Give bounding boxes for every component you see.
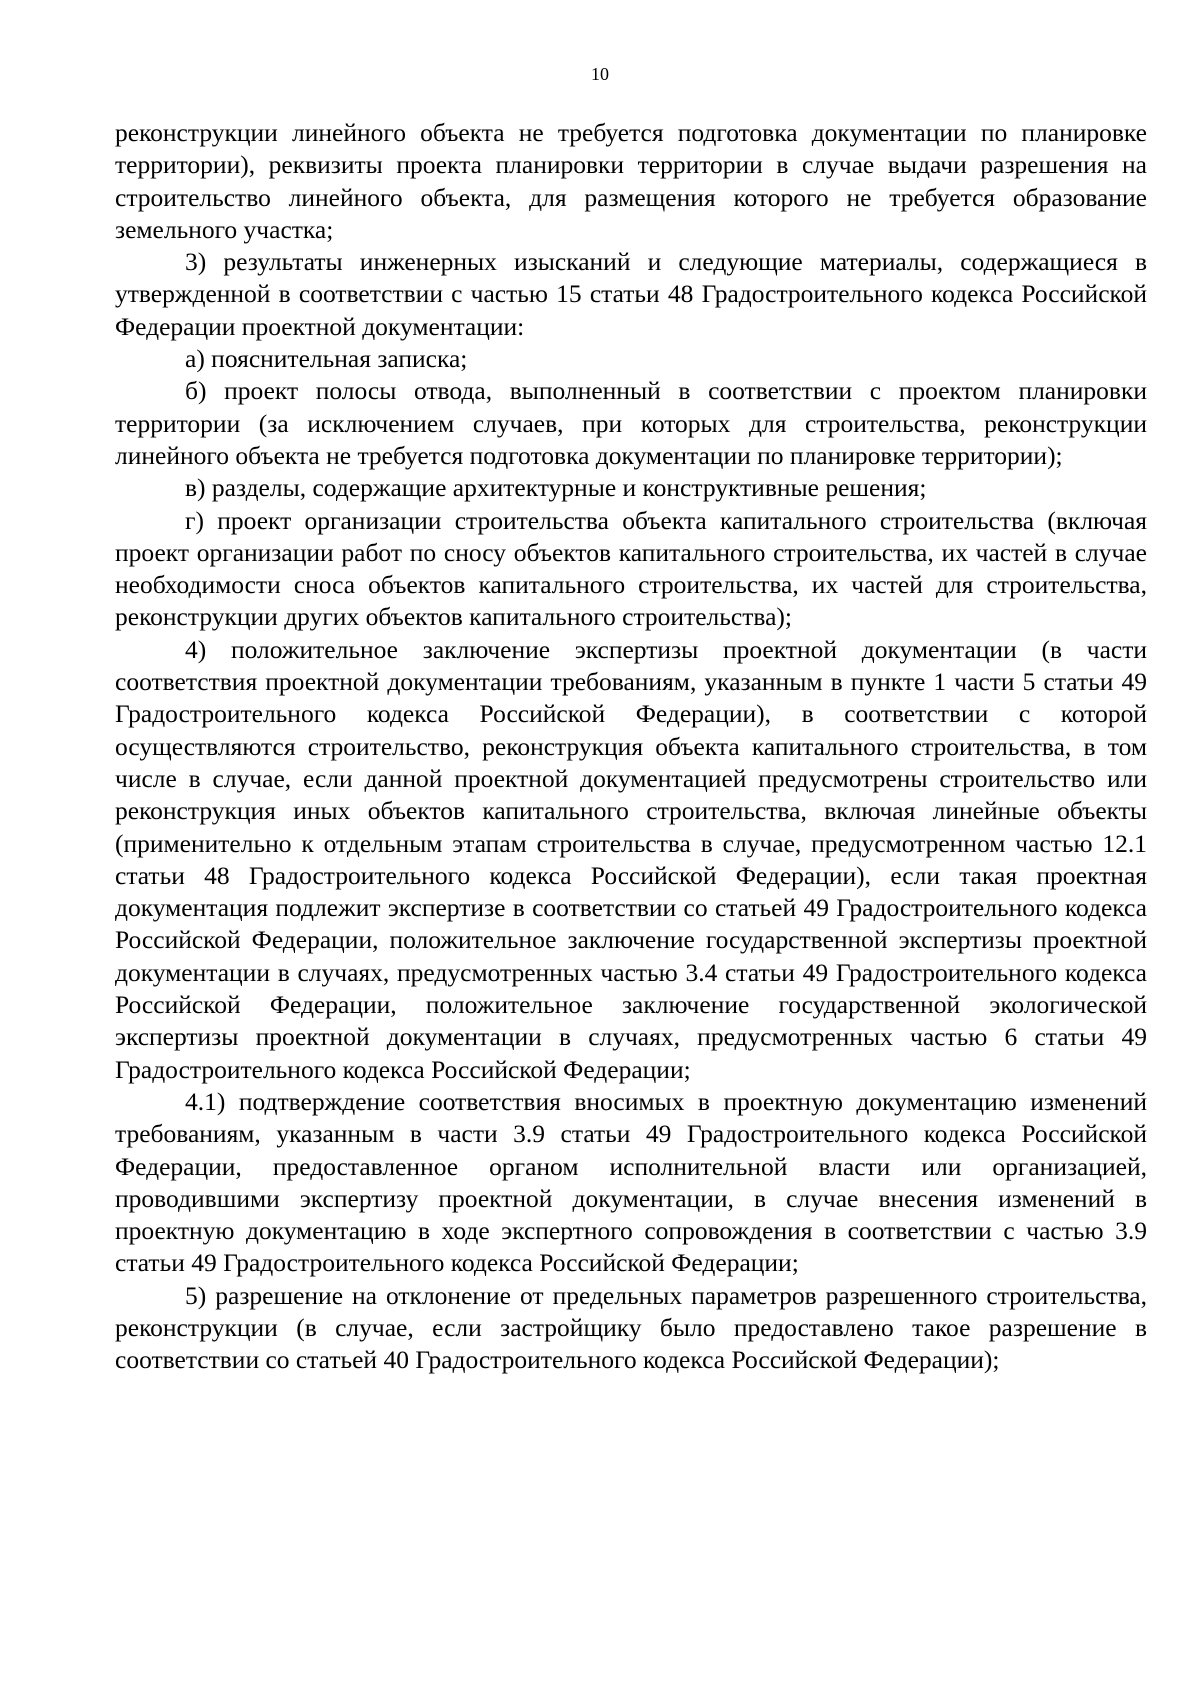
paragraph-item-4: 4) положительное заключение экспертизы проектной документации (в части соответствия проектной документации требованиям, указанным в пункте 1 части 5 статьи 49 Градостроительного кодекса Российской Федерации), в соответствии с которой осуществляются строительство, реконструкция объекта капитального строительства, в том числе в случае, если данной проектной документацией предусмотрены строительство или реконструкция иных объектов капитального строительства, включая линейные объекты (применительно к отдельным этапам строительства в случае, предусмотренном частью 12.1 статьи 48 Градостроительного кодекса Российской Федерации), если такая проектная документация подлежит экспертизе в соответствии со статьей 49 Градостроительного кодекса Российской Федерации, положительное заключение государственной экспертизы проектной документации в случаях, предусмотренных частью 3.4 статьи 49 Градостроительного кодекса Российской Федерации, положительное заключение государственной экологической экспертизы проектной документации в случаях, предусмотренных частью 6 статьи 49 Градостроительного кодекса Российской Федерации;	[115, 634, 1147, 1084]
document-body	[115, 117, 1147, 1377]
paragraph-continuation: реконструкции линейного объекта не требуется подготовка документации по планировке территории), реквизиты проекта планировки территории в случае выдачи разрешения на строительство линейного объекта, для размещения которого не требуется образование земельного участка;	[115, 118, 1147, 244]
page-number: 10	[591, 64, 609, 84]
paragraph-item-3g: г) проект организации строительства объекта капитального строительства (включая проект организации работ по сносу объектов капитального строительства, их частей в случае необходимости сноса объектов капитального строительства, их частей для строительства, реконструкции других объектов капитального строительства);	[115, 505, 1147, 632]
paragraph-item-3a: а) пояснительная записка;	[185, 344, 468, 374]
paragraph-item-3b: б) проект полосы отвода, выполненный в соответствии с проектом планировки территории (за исключением случаев, при которых для строительства, реконструкции линейного объекта не требуется подготовка документации по планировке территории);	[115, 376, 1147, 470]
paragraph-item-5: 5) разрешение на отклонение от предельных параметров разрешенного строительства, реконструкции (в случае, если застройщику было предоставлено такое разрешение в соответствии со статьей 40 Градостроительного кодекса Российской Федерации);	[115, 1280, 1147, 1375]
paragraph-item-3: 3) результаты инженерных изысканий и следующие материалы, содержащиеся в утвержденной в соответствии с частью 15 статьи 48 Градостроительного кодекса Российской Федерации проектной документации:	[115, 247, 1147, 341]
paragraph-item-3v: в) разделы, содержащие архитектурные и конструктивные решения;	[185, 473, 927, 503]
paragraph-item-4-1: 4.1) подтверждение соответствия вносимых в проектную документацию изменений требованиям, указанным в части 3.9 статьи 49 Градостроительного кодекса Российской Федерации, предоставленное органом исполнительной власти или организацией, проводившими экспертизу проектной документации, в случае внесения изменений в проектную документацию в ходе экспертного сопровождения в соответствии с частью 3.9 статьи 49 Градостроительного кодекса Российской Федерации;	[115, 1086, 1147, 1278]
